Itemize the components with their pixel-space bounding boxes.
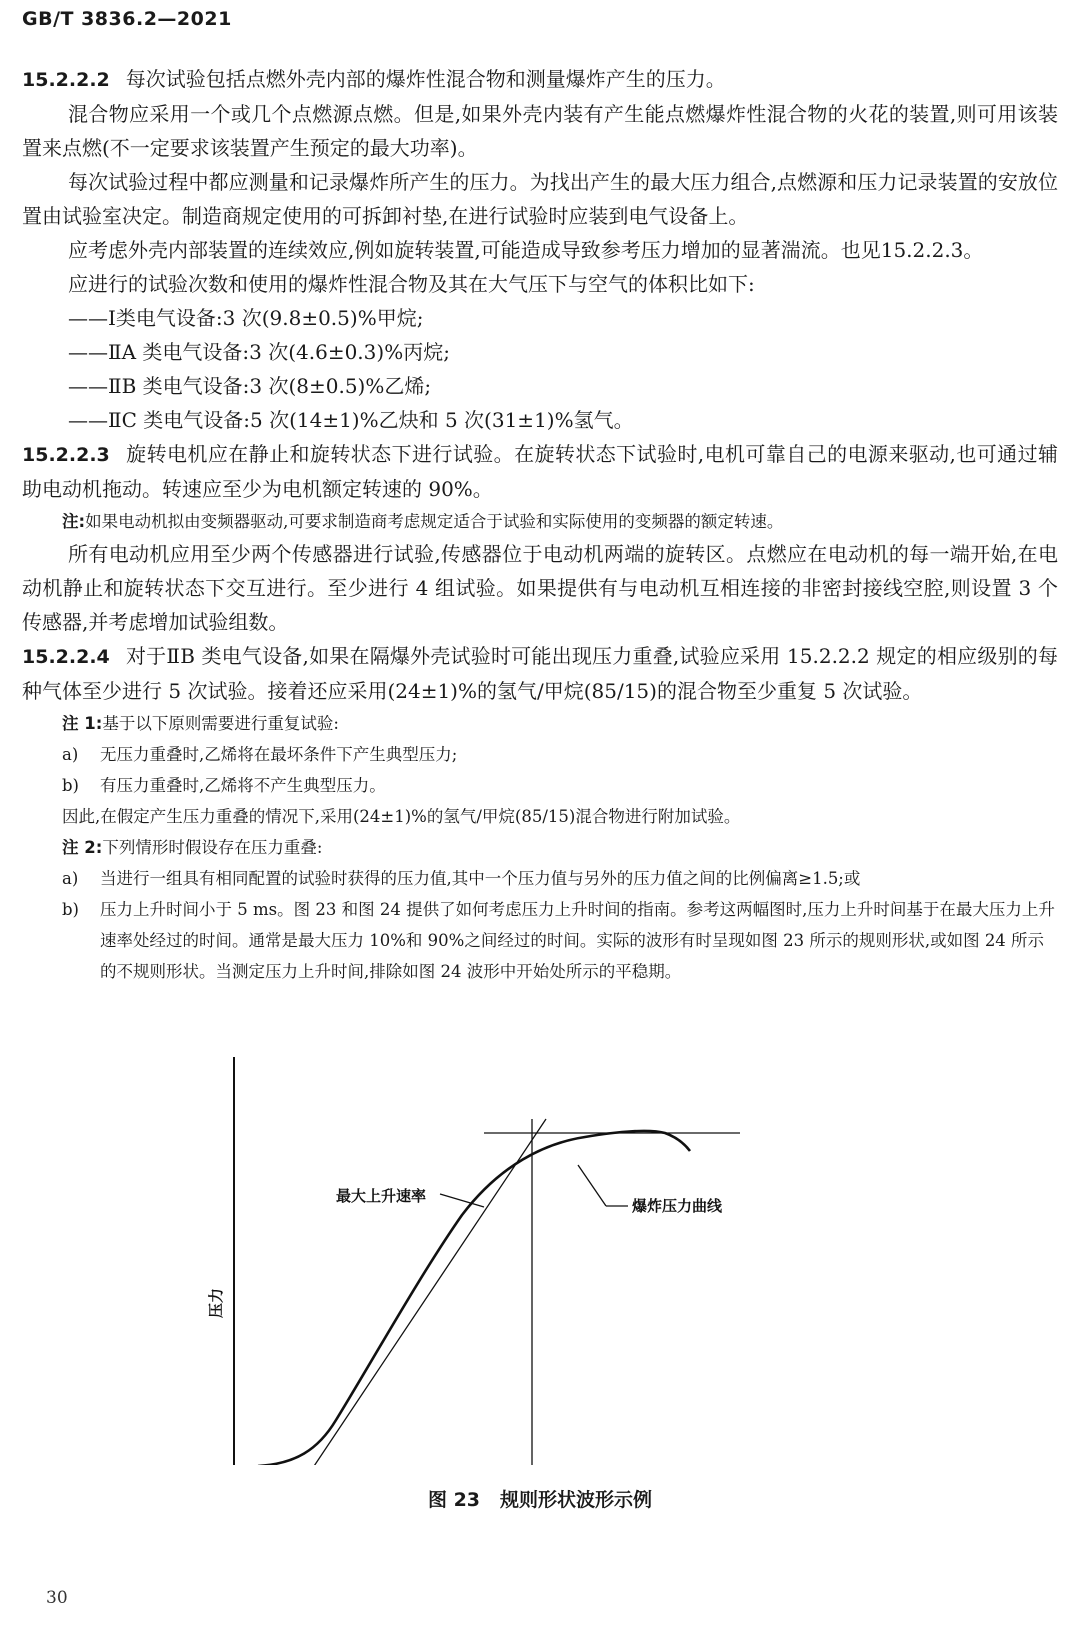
note-item-marker: a) [62, 745, 79, 764]
note-item-marker: b) [62, 776, 79, 795]
section-15-2-2-4-lead [22, 639, 1058, 708]
section-number: 15.2.2.2 [22, 69, 110, 91]
paragraph: 应考虑外壳内部装置的连续效应,例如旋转装置,可能造成导致参考压力增加的显著湍流。也见15.2.2.3。 [68, 238, 984, 262]
note-item-text: 有压力重叠时,乙烯将不产生典型压力。 [100, 776, 386, 795]
note-label: 注 2: [62, 838, 103, 857]
section-lead-text: 每次试验包括点燃外壳内部的爆炸性混合物和测量爆炸产生的压力。 [125, 67, 726, 91]
caption-number: 图 23 [427, 1489, 481, 1511]
section-15-2-2-3-lead [22, 437, 1058, 506]
paragraph: 所有电动机应用至少两个传感器进行试验,传感器位于电动机两端的旋转区。点燃应在电动机的每一端开始,在电动机静止和旋转状态下交互进行。至少进行 4 组试验。如果提供有与电动机互相连接的非密封接线空腔,则设置 3 个传感器,并考虑增加试验组数。 [22, 542, 1058, 634]
figure-23 [0, 1045, 1080, 1465]
note-text: 下列情形时假设存在压力重叠: [102, 838, 323, 857]
max-rise-rate-label: 最大上升速率 [336, 1187, 427, 1205]
note-conclusion: 因此,在假定产生压力重叠的情况下,采用(24±1)%的氢气/甲烷(85/15)混合物进行附加试验。 [62, 807, 741, 826]
note-text: 如果电动机拟由变频器驱动,可要求制造商考虑规定适合于试验和实际使用的变频器的额定转速。 [85, 512, 784, 531]
note-label: 注 1: [62, 714, 103, 733]
note-2 [22, 832, 1058, 863]
pressure-curve [258, 1131, 690, 1465]
list-item: ——ⅡA 类电气设备:3 次(4.6±0.3)%丙烷; [68, 340, 450, 364]
section-lead-text: 旋转电机应在静止和旋转状态下进行试验。在旋转状态下试验时,电机可靠自己的电源来驱动,也可通过辅助电动机拖动。转速应至少为电机额定转速的 90%。 [22, 442, 1058, 501]
note-item-text: 无压力重叠时,乙烯将在最坏条件下产生典型压力; [100, 745, 458, 764]
document-body [22, 62, 1058, 987]
list-item: ——ⅡB 类电气设备:3 次(8±0.5)%乙烯; [68, 374, 432, 398]
note-label: 注: [62, 512, 86, 531]
note-item-text: 压力上升时间小于 5 ms。图 23 和图 24 提供了如何考虑压力上升时间的指南。参考这两幅图时,压力上升时间基于在最大压力上升速率处经过的时间。通常是最大压力 10%和 90%之间经过的时间。实际的波形有时呈现如图 23 所示的规则形状,或如图 24 所示的不规则形状。当测定压力上升时间,排除如图 24 波形中开始处所示的平稳期。 [100, 900, 1055, 981]
list-item: ——ⅡC 类电气设备:5 次(14±1)%乙炔和 5 次(31±1)%氢气。 [68, 408, 634, 432]
figure-caption [0, 1485, 1080, 1512]
pressure-curve-leader [578, 1165, 606, 1206]
note-list-item [22, 770, 1058, 801]
caption-title: 规则形状波形示例 [500, 1489, 653, 1511]
note-list-item [22, 894, 1058, 987]
paragraph: 应进行的试验次数和使用的爆炸性混合物及其在大气压下与空气的体积比如下: [68, 272, 755, 296]
standard-code: GB/T 3836.2—2021 [22, 8, 232, 30]
note-item-marker: a) [62, 869, 79, 888]
note-item-marker: b) [62, 900, 79, 919]
section-number: 15.2.2.3 [22, 444, 110, 466]
paragraph: 每次试验过程中都应测量和记录爆炸所产生的压力。为找出产生的最大压力组合,点燃源和压力记录装置的安放位置由试验室决定。制造商规定使用的可拆卸衬垫,在进行试验时应装到电气设备上。 [22, 170, 1058, 228]
note-list-item [22, 739, 1058, 770]
pressure-curve-label: 爆炸压力曲线 [632, 1197, 723, 1215]
note-1 [22, 708, 1058, 739]
y-axis-label: 压力 [207, 1287, 225, 1319]
section-lead-text: 对于ⅡB 类电气设备,如果在隔爆外壳试验时可能出现压力重叠,试验应采用 15.2.2.2 规定的相应级别的每种气体至少进行 5 次试验。接着还应采用(24±1)%的氢气/甲烷(85/15)的混合物至少重复 5 次试验。 [22, 644, 1058, 703]
section-number: 15.2.2.4 [22, 646, 110, 668]
list-item: ——Ⅰ类电气设备:3 次(9.8±0.5)%甲烷; [68, 306, 424, 330]
section-15-2-2-2-lead [22, 62, 1058, 97]
note-item-text: 当进行一组具有相同配置的试验时获得的压力值,其中一个压力值与另外的压力值之间的比例偏离≥1.5;或 [100, 869, 861, 888]
waveform-diagram [0, 1045, 1080, 1465]
note [22, 506, 1058, 537]
page-number: 30 [46, 1588, 68, 1608]
paragraph: 混合物应采用一个或几个点燃源点燃。但是,如果外壳内装有产生能点燃爆炸性混合物的火花的装置,则可用该装置来点燃(不一定要求该装置产生预定的最大功率)。 [22, 102, 1058, 160]
note-text: 基于以下原则需要进行重复试验: [102, 714, 339, 733]
note-list-item [22, 863, 1058, 894]
